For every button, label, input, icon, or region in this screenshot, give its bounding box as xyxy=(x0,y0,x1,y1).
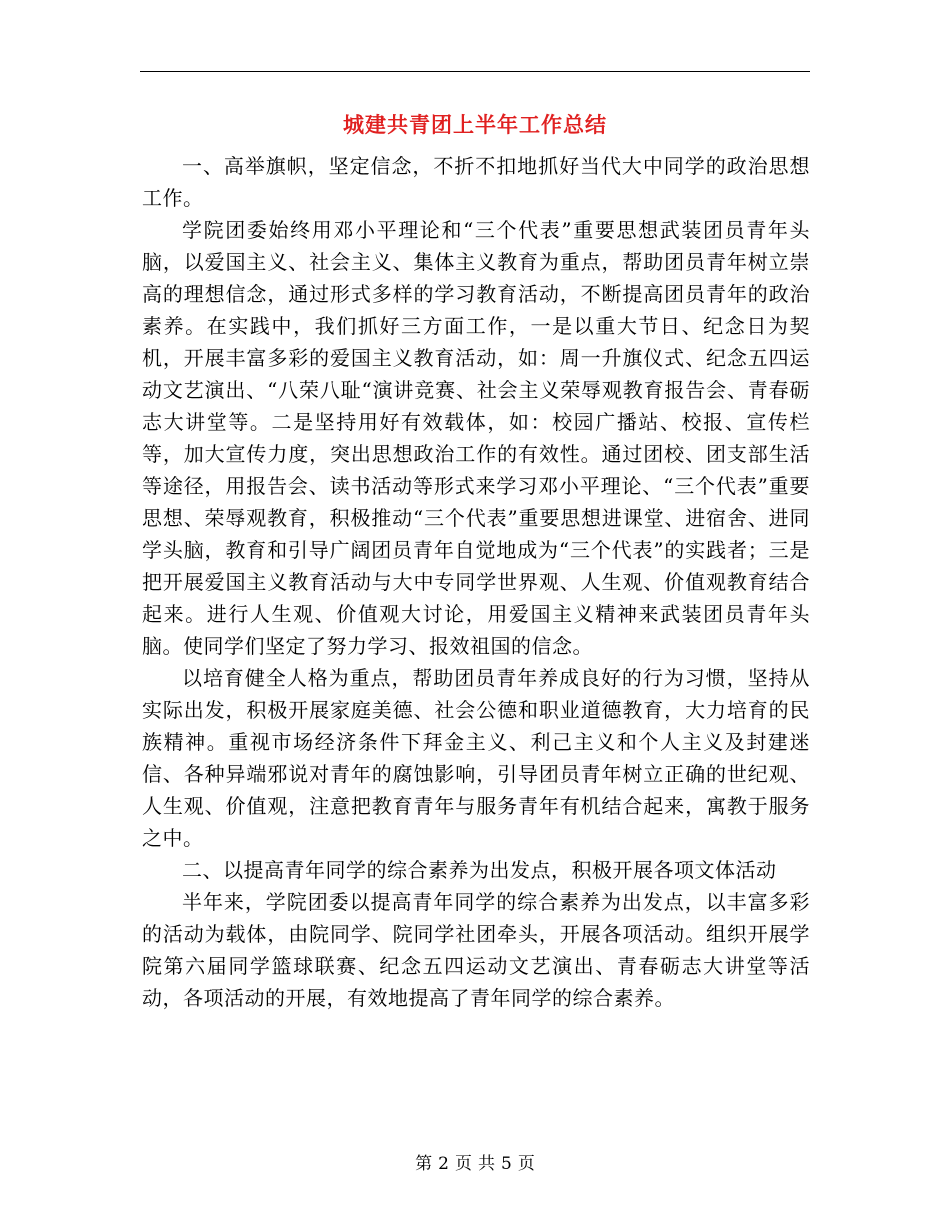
paragraph-political-education: 学院团委始终用邓小平理论和“三个代表”重要思想武装团员青年头脑，以爱国主义、社会主义、集体主义教育为重点，帮助团员青年树立崇高的理想信念，通过形式多样的学习教育活动，不断提高团员青年的政治素养。在实践中，我们抓好三方面工作，一是以重大节日、纪念日为契机，开展丰富多彩的爱国主义教育活动，如：周一升旗仪式、纪念五四运动文艺演出、“八荣八耻“演讲竞赛、社会主义荣辱观教育报告会、青春砺志大讲堂等。二是坚持用好有效载体，如：校园广播站、校报、宣传栏等，加大宣传力度，突出思想政治工作的有效性。通过团校、团支部生活等途径，用报告会、读书活动等形式来学习邓小平理论、“三个代表”重要思想、荣辱观教育，积极推动“三个代表”重要思想进课堂、进宿舍、进同学头脑，教育和引导广阔团员青年自觉地成为“三个代表”的实践者；三是把开展爱国主义教育活动与大中专同学世界观、人生观、价值观教育结合起来。进行人生观、价值观大讨论，用爱国主义精神来武装团员青年头脑。使同学们坚定了努力学习、报效祖国的信念。 xyxy=(142,218,810,658)
header-rule xyxy=(140,71,810,72)
paragraph-section-one-heading: 一、高举旗帜，坚定信念，不折不扣地抓好当代大中同学的政治思想工作。 xyxy=(142,154,810,210)
footer-total-pages: 5 xyxy=(501,1154,512,1174)
document-body xyxy=(142,150,810,1014)
footer-suffix: 页 xyxy=(517,1154,535,1174)
footer-total-word: 共 xyxy=(478,1154,495,1174)
paragraph-character-building: 以培育健全人格为重点，帮助团员青年养成良好的行为习惯，坚持从实际出发，积极开展家庭美德、社会公德和职业道德教育，大力培育的民族精神。重视市场经济条件下拜金主义、利己主义和个人主义及封建迷信、各种异端邪说对青年的腐蚀影响，引导团员青年树立正确的世纪观、人生观、价值观，注意把教育青年与服务青年有机结合起来，寓教于服务之中。 xyxy=(142,666,810,850)
footer-current-page: 2 xyxy=(438,1154,449,1174)
footer-page-word: 页 xyxy=(455,1154,472,1174)
page-footer xyxy=(0,1152,950,1176)
paragraph-activities: 半年来，学院团委以提高青年同学的综合素养为出发点，以丰富多彩的活动为载体，由院同学、院同学社团牵头，开展各项活动。组织开展学院第六届同学篮球联赛、纪念五四运动文艺演出、青春砺志大讲堂等活动，各项活动的开展，有效地提高了青年同学的综合素养。 xyxy=(142,890,810,1010)
paragraph-section-two-heading: 二、以提高青年同学的综合素养为出发点，积极开展各项文体活动 xyxy=(182,858,777,882)
document-title: 城建共青团上半年工作总结 xyxy=(343,112,607,137)
footer-prefix: 第 xyxy=(415,1154,433,1174)
